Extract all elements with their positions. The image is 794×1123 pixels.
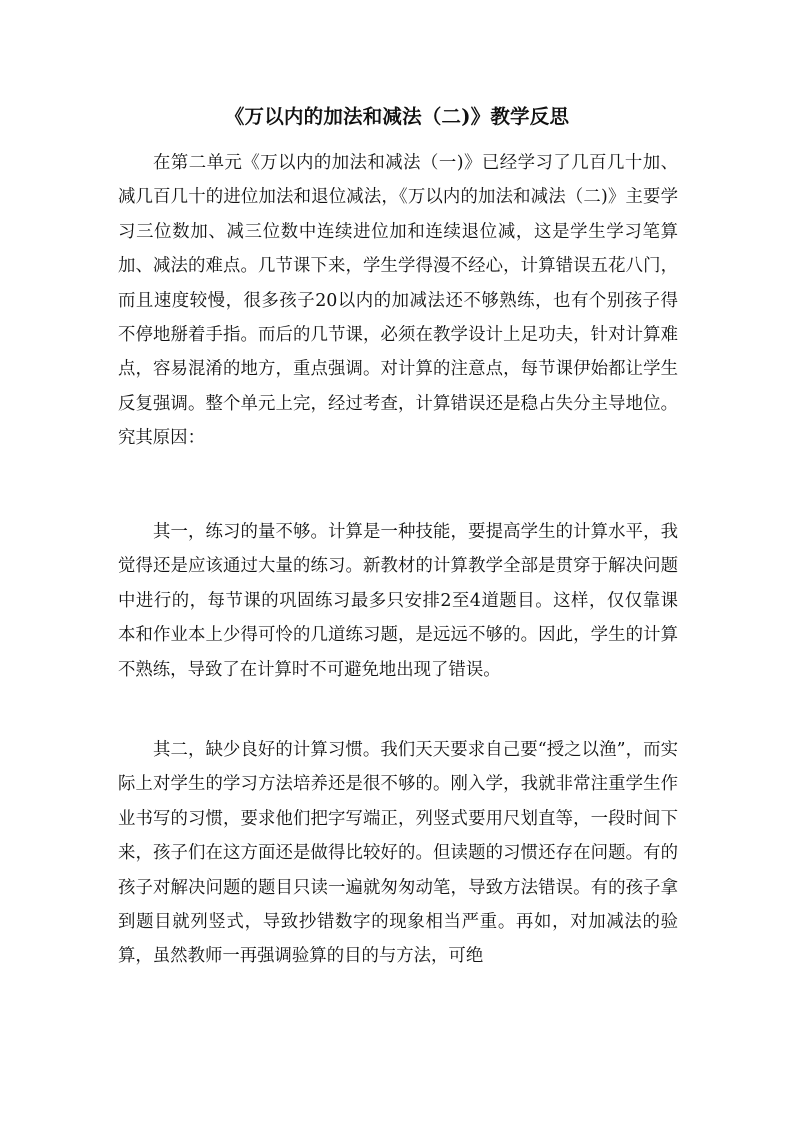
paragraph-intro: 在第二单元《万以内的加法和减法（一)》已经学习了几百几十加、减几百几十的进位加法和退位减法，《万以内的加法和减法（二)》主要学习三位数加、减三位数中连续进位加和连续退位减，这是学生学习笔算加、减法的难点。几节课下来，学生学得漫不经心，计算错误五花八门，而且速度较慢，很多孩子20以内的加减法还不够熟练，也有个别孩子得不停地掰着手指。而后的几节课，必须在教学设计上足功夫，针对计算难点，容易混淆的地方，重点强调。对计算的注意点，每节课伊始都让学生反复强调。整个单元上完，经过考查，计算错误还是稳占失分主导地位。究其原因： [118, 153, 678, 449]
paragraph-reason-one: 其一，练习的量不够。计算是一种技能，要提高学生的计算水平，我觉得还是应该通过大量的练习。新教材的计算教学全部是贯穿于解决问题中进行的，每节课的巩固练习最多只安排2至4道题目。这样，仅仅靠课本和作业本上少得可怜的几道练习题，是远远不够的。因此，学生的计算不熟练，导致了在计算时不可避免地出现了错误。 [118, 522, 678, 680]
document-title: 《万以内的加法和减法（二)》教学反思 [224, 105, 570, 128]
paragraph-reason-two: 其二，缺少良好的计算习惯。我们天天要求自己要“授之以渔”，而实际上对学生的学习方法培养还是很不够的。刚入学，我就非常注重学生作业书写的习惯，要求他们把字写端正，列竖式要用尺划直等，一段时间下来，孩子们在这方面还是做得比较好的。但读题的习惯还存在问题。有的孩子对解决问题的题目只读一遍就匆匆动笔，导致方法错误。有的孩子拿到题目就列竖式，导致抄错数字的现象相当严重。再如，对加减法的验算，虽然教师一再强调验算的目的与方法，可绝 [118, 740, 678, 967]
